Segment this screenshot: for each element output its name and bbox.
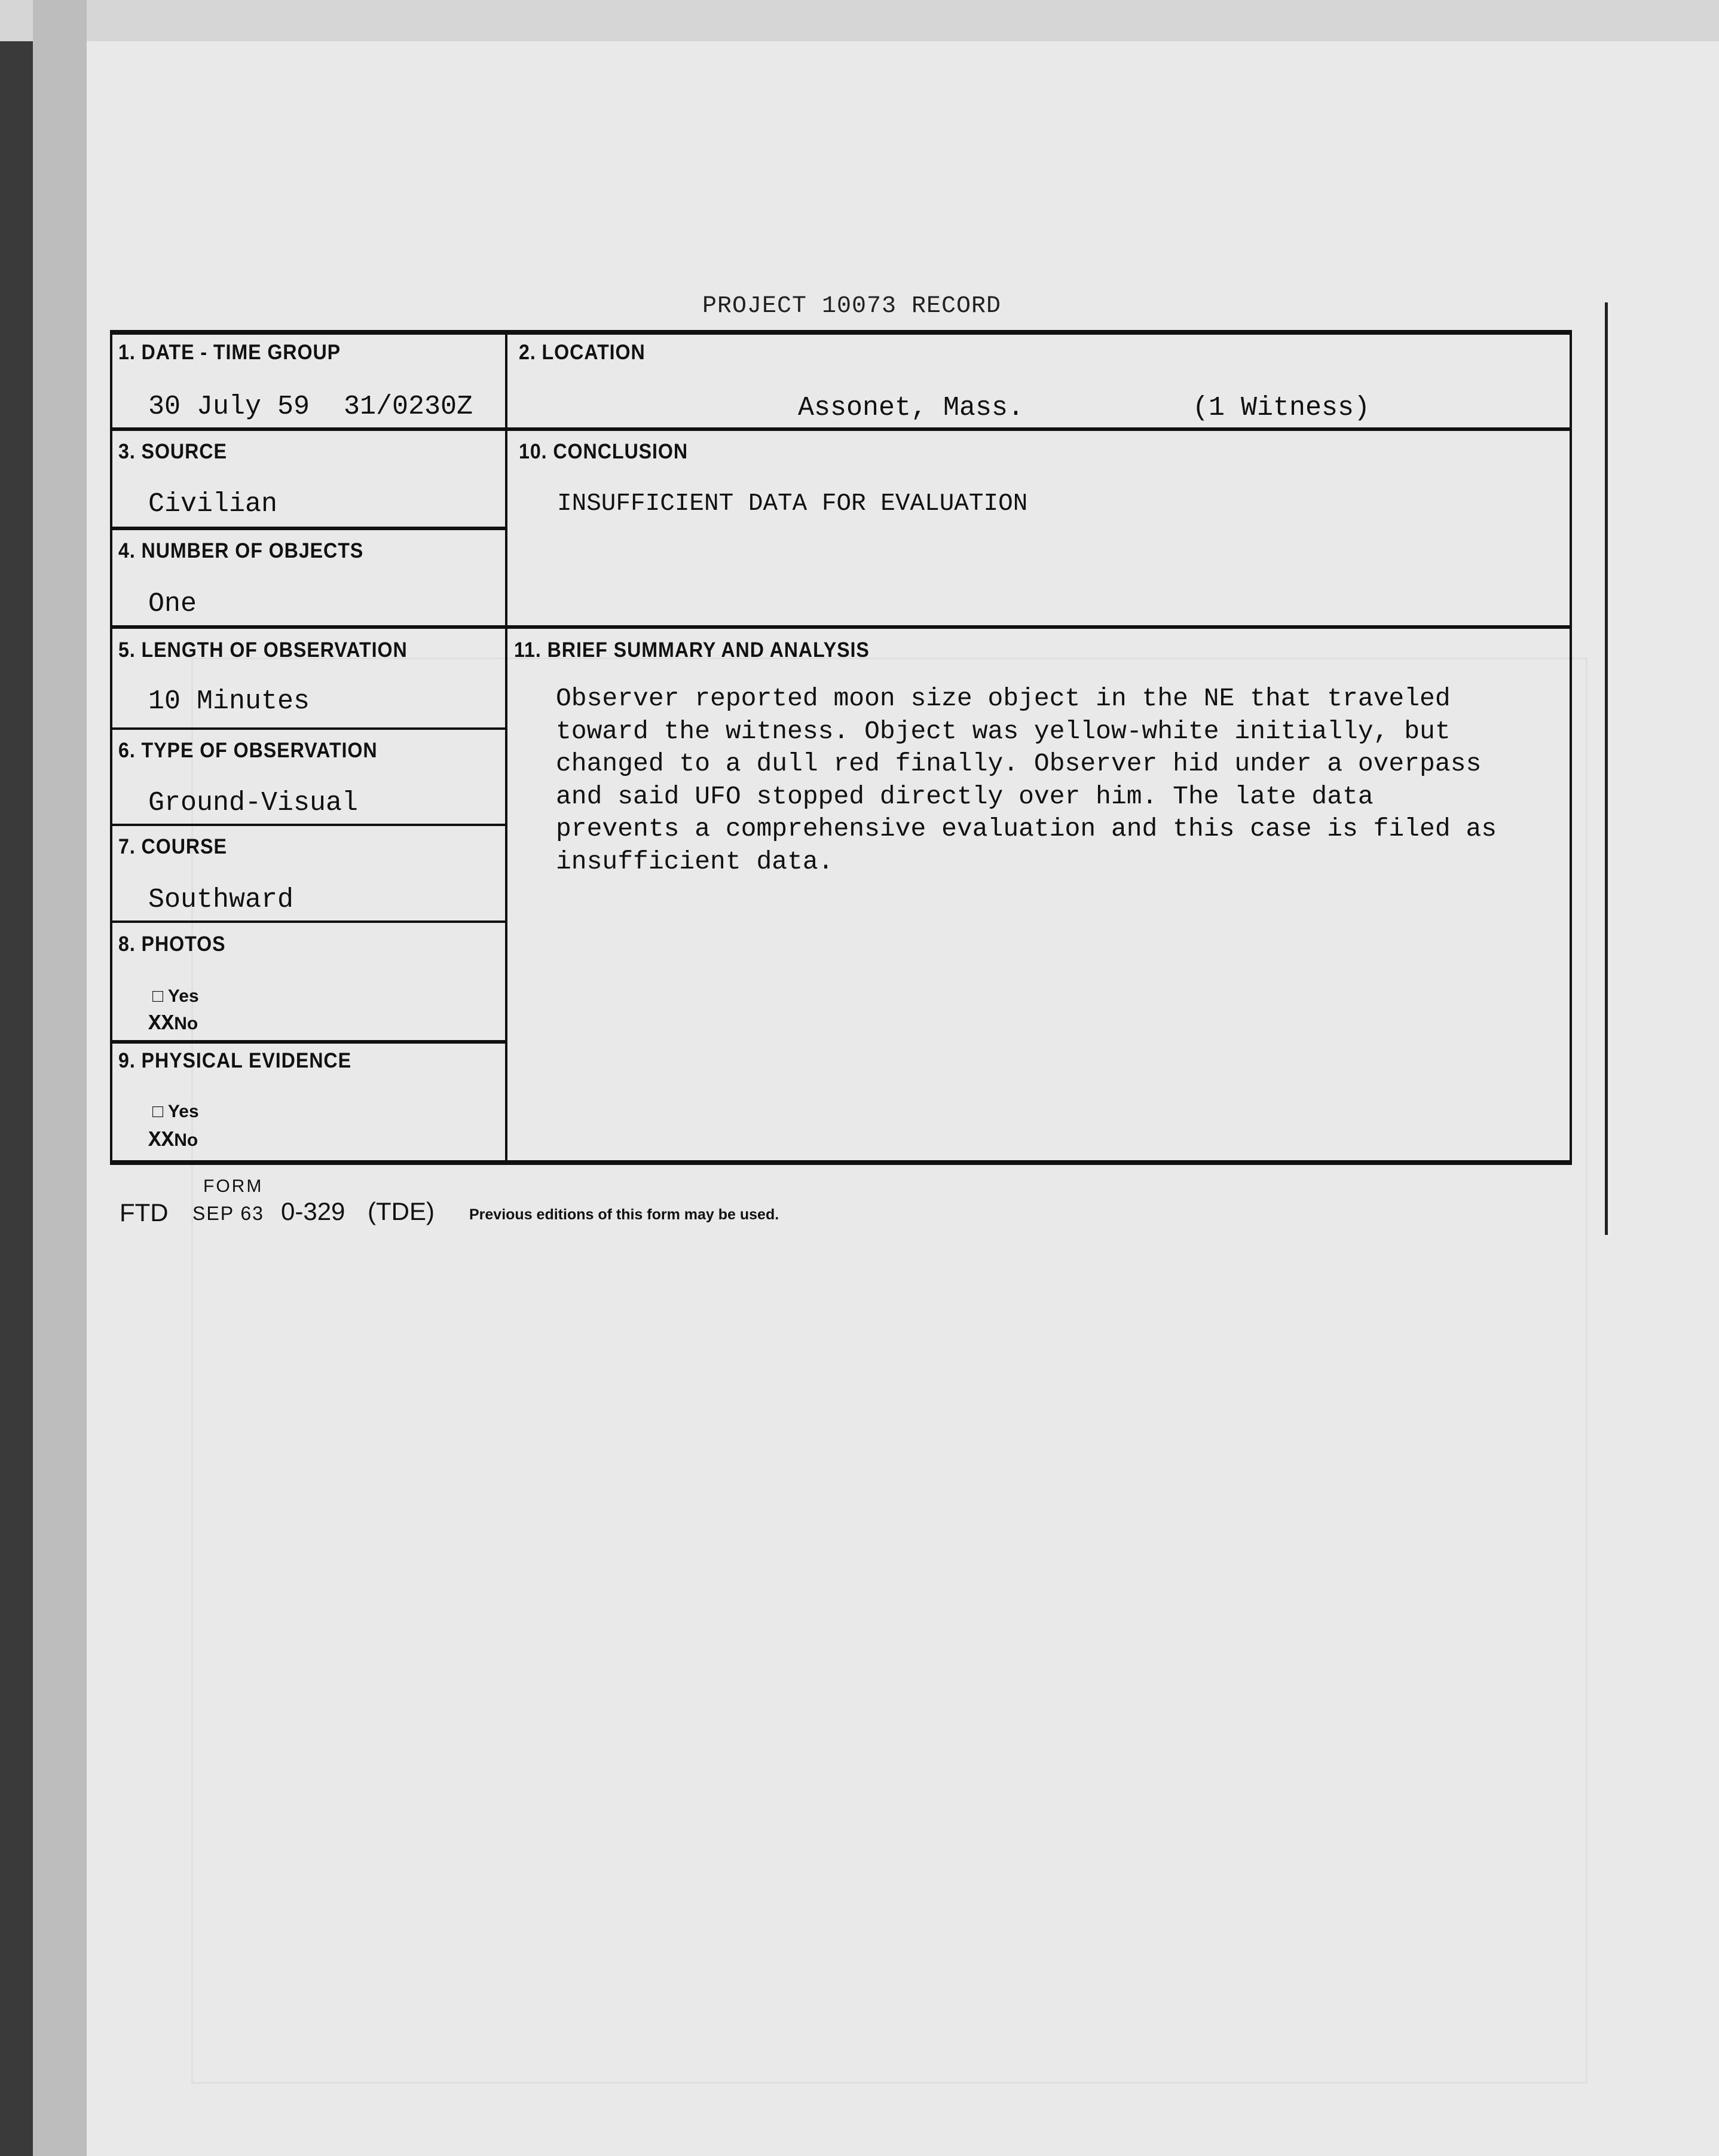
conclusion-label: 10. CONCLUSION (519, 440, 689, 463)
conclusion-value: INSUFFICIENT DATA FOR EVALUATION (557, 490, 1028, 518)
course-value: Southward (148, 885, 294, 915)
physical-no-label: No (174, 1130, 198, 1150)
length-value: 10 Minutes (148, 686, 310, 717)
checkbox-x-mark-icon: XX (148, 1128, 175, 1152)
row-divider (110, 727, 506, 730)
photos-label: 8. PHOTOS (118, 932, 226, 956)
num-objects-value: One (148, 589, 197, 619)
checkbox-empty-icon: □ (152, 1102, 164, 1121)
course-label: 7. COURSE (118, 835, 227, 858)
checkbox-empty-icon: □ (152, 986, 164, 1006)
footer-form-number: 0-329 (281, 1197, 345, 1225)
scan-top-margin (0, 0, 1719, 41)
row-divider (110, 1040, 506, 1044)
photos-yes-checkbox[interactable] (152, 986, 199, 1007)
date-value: 30 July 59 (148, 392, 310, 422)
num-objects-label: 4. NUMBER OF OBJECTS (118, 539, 364, 562)
physical-no-checkbox[interactable] (148, 1128, 198, 1152)
row-divider (110, 527, 506, 530)
record-title: PROJECT 10073 RECORD (702, 293, 1002, 320)
footer-org: (TDE) (368, 1197, 435, 1225)
date-time-label: 1. DATE - TIME GROUP (118, 341, 341, 364)
row-divider (110, 824, 506, 826)
physical-evidence-label: 9. PHYSICAL EVIDENCE (118, 1049, 351, 1072)
row-divider (110, 920, 506, 923)
physical-yes-label: Yes (167, 1102, 199, 1121)
photos-no-label: No (174, 1014, 198, 1033)
footer-note: Previous editions of this form may be used. (469, 1206, 779, 1223)
type-value: Ground-Visual (148, 788, 359, 818)
photos-yes-label: Yes (167, 986, 199, 1006)
length-label: 5. LENGTH OF OBSERVATION (118, 638, 408, 662)
location-value: Assonet, Mass. (798, 393, 1024, 423)
summary-label: 11. BRIEF SUMMARY AND ANALYSIS (514, 638, 870, 662)
footer-ftd: FTD (120, 1198, 169, 1227)
summary-text: Observer reported moon size object in the NE that traveled toward the witness. Object was yellow-white initially, but changed to a dull red finally. Observer hid under a overpass and said UFO stopped directly over him. The late data prevents a comprehensive evaluation and this case is filed as insufficient data. (556, 684, 1497, 876)
witness-count: (1 Witness) (1192, 393, 1371, 423)
physical-yes-checkbox[interactable] (152, 1102, 199, 1122)
row-divider (110, 625, 1572, 629)
page-edge-line (1605, 302, 1608, 1235)
location-label: 2. LOCATION (519, 341, 646, 364)
footer-form-word: FORM (203, 1176, 264, 1196)
source-value: Civilian (148, 489, 278, 519)
photos-no-checkbox[interactable] (148, 1011, 198, 1036)
type-label: 6. TYPE OF OBSERVATION (118, 739, 378, 762)
time-value: 31/0230Z (344, 392, 473, 422)
checkbox-x-mark-icon: XX (148, 1011, 175, 1036)
source-label: 3. SOURCE (118, 440, 227, 463)
scan-left-strip (33, 0, 87, 2156)
row-divider (110, 427, 1572, 431)
footer-date: SEP 63 (192, 1203, 264, 1224)
